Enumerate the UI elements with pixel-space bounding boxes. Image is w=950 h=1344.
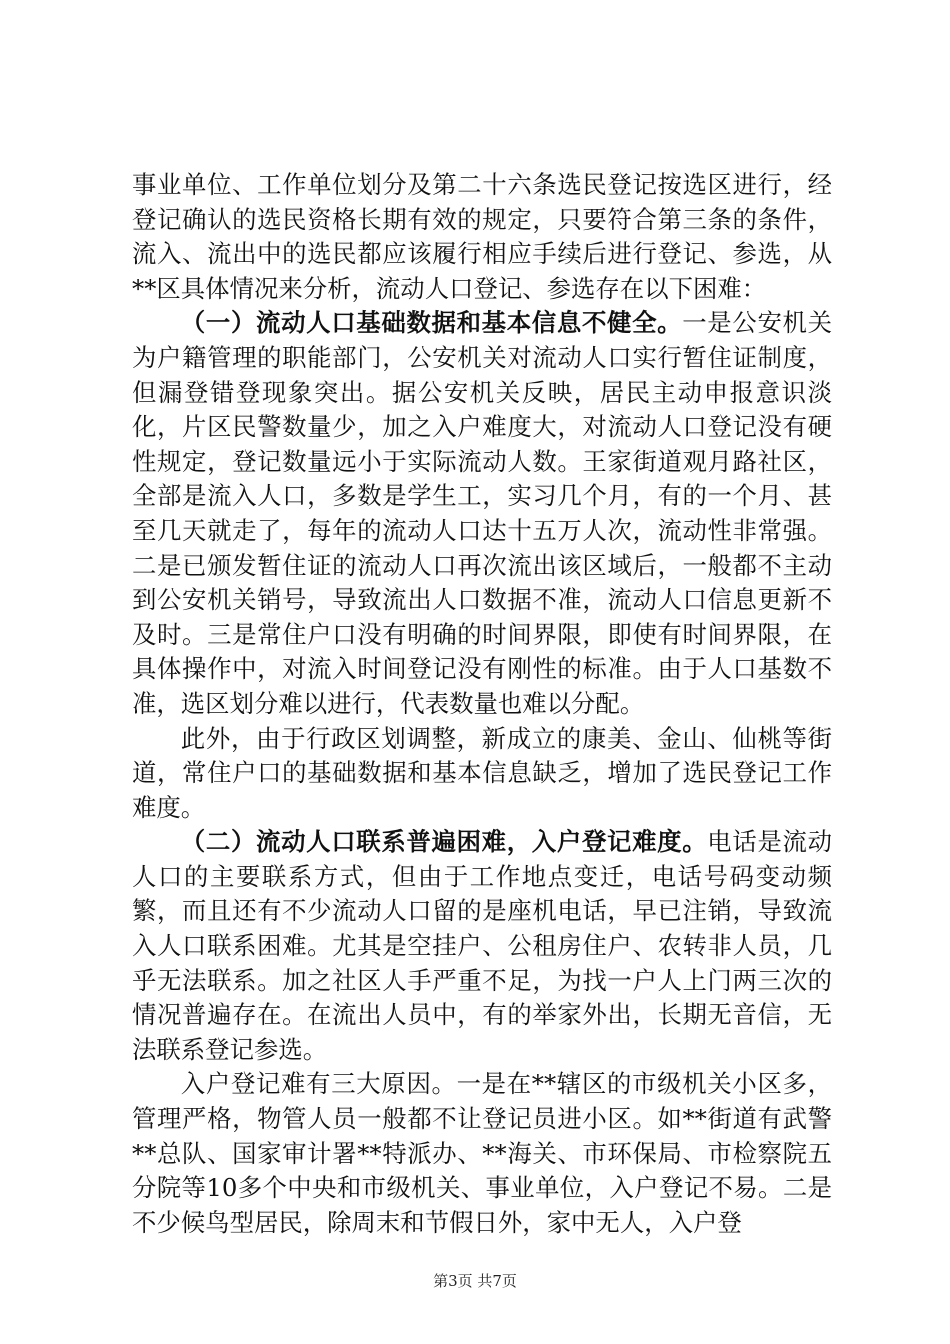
paragraph-4-text: 电话是流动人口的主要联系方式，但由于工作地点变迁，电话号码变动频繁，而且还有不少流动人口留的是座机电话，早已注销，导致流入人口联系困难。尤其是空挂户、公租房住户、农转非人员，几乎无法联系。加之社区人手严重不足，为找一户人上门两三次的情况普遍存在。在流出人员中，有的举家外出，长期无音信，无法联系登记参选。 <box>132 827 832 1064</box>
paragraph-1 <box>132 168 832 306</box>
document-body <box>132 168 832 1240</box>
section-heading-2: （二）流动人口联系普遍困难，入户登记难度。 <box>180 827 708 857</box>
paragraph-3 <box>132 722 832 826</box>
paragraph-2-text: 一是公安机关为户籍管理的职能部门，公安机关对流动人口实行暂住证制度，但漏登错登现象突出。据公安机关反映，居民主动申报意识淡化，片区民警数量少，加之入户难度大，对流动人口登记没有硬性规定，登记数量远小于实际流动人数。王家街道观月路社区，全部是流入人口，多数是学生工，实习几个月，有的一个月、甚至几天就走了，每年的流动人口达十五万人次，流动性非常强。二是已颁发暂住证的流动人口再次流出该区域后，一般都不主动到公安机关销号，导致流出人口数据不准，流动人口信息更新不及时。三是常住户口没有明确的时间界限，即使有时间界限，在具体操作中，对流入时间登记没有刚性的标准。由于人口基数不准，选区划分难以进行，代表数量也难以分配。 <box>132 308 832 718</box>
paragraph-5-text: 入户登记难有三大原因。一是在**辖区的市级机关小区多，管理严格，物管人员一般都不让登记员进小区。如**街道有武警**总队、国家审计署**特派办、**海关、市环保局、市检察院五分院等10多个中央和市级机关、事业单位，入户登记不易。二是不少候鸟型居民，除周末和节假日外，家中无人，入户登 <box>132 1069 832 1237</box>
paragraph-5 <box>132 1067 832 1240</box>
page-number-footer: 第3页 共7页 <box>433 1272 517 1290</box>
paragraph-2 <box>132 306 832 721</box>
paragraph-3-text: 此外，由于行政区划调整，新成立的康美、金山、仙桃等街道，常住户口的基础数据和基本信息缺乏，增加了选民登记工作难度。 <box>132 723 832 822</box>
section-heading-1: （一）流动人口基础数据和基本信息不健全。 <box>180 308 683 338</box>
paragraph-1-text: 事业单位、工作单位划分及第二十六条选民登记按选区进行，经登记确认的选民资格长期有效的规定，只要符合第三条的条件，流入、流出中的选民都应该履行相应手续后进行登记、参选，从**区具体情况来分析，流动人口登记、参选存在以下困难： <box>132 170 832 303</box>
paragraph-4 <box>132 825 832 1067</box>
